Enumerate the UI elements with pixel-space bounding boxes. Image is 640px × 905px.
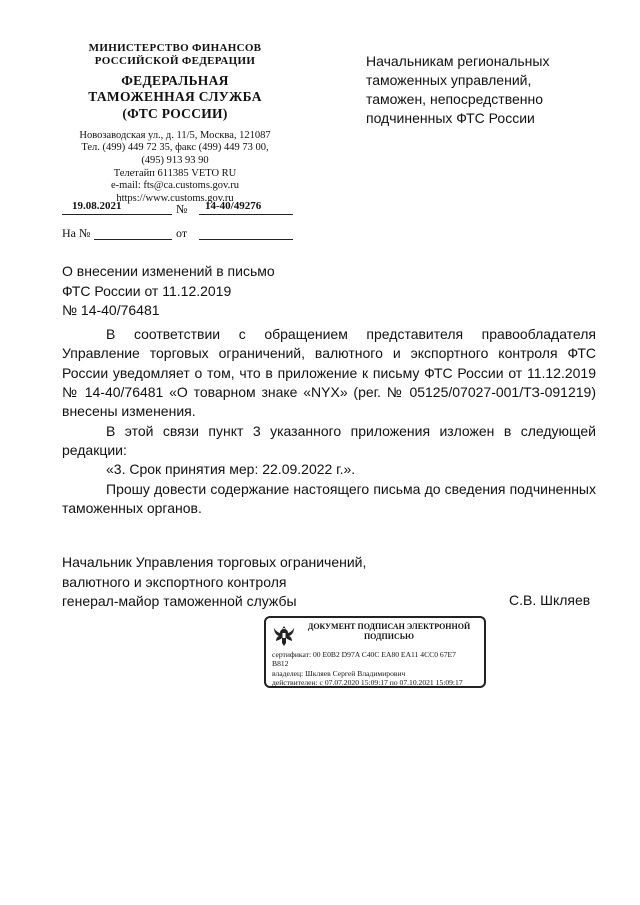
certificate-owner: владелец: Шкляев Сергей Владимирович (272, 668, 406, 678)
ministry-line-1: МИНИСТЕРСТВО ФИНАНСОВ (88, 42, 262, 54)
eagle-emblem-icon (272, 623, 296, 649)
signatory-position (62, 553, 422, 612)
contact-details (55, 130, 295, 206)
reply-label: На № (62, 226, 91, 240)
position-line-3: генерал-майор таможенной службы (62, 593, 297, 610)
website: https://www.customs.gov.ru (116, 192, 234, 204)
agency-name (55, 73, 295, 122)
email: e-mail: fts@ca.customs.gov.ru (111, 180, 239, 192)
body-paragraph-3: Прошу довести содержание настоящего письма до сведения подчиненных таможенных органов. (62, 480, 596, 516)
letter-number: 14-40/49276 (205, 200, 262, 212)
ministry-name (55, 42, 295, 67)
incoming-reference (62, 225, 302, 243)
reply-date-field (199, 225, 293, 240)
stamp-title (298, 622, 480, 641)
addressee-line-2: таможенных управлений, (366, 71, 532, 88)
certificate-validity: действителен: с 07.07.2020 15:09:17 по 07.10.2021 15:09:17 (272, 677, 463, 687)
addressee-line-3: таможен, непосредственно (366, 90, 544, 107)
subject-line-3: № 14-40/76481 (62, 302, 160, 319)
from-label: от (176, 226, 188, 240)
addressee-line-4: подчиненных ФТС России (366, 109, 535, 126)
stamp-details (272, 650, 482, 687)
subject-line-2: ФТС России от 11.12.2019 (62, 282, 232, 299)
letterhead (55, 42, 295, 205)
letter-subject (62, 262, 322, 321)
agency-line-2: ТАМОЖЕННАЯ СЛУЖБА (88, 89, 262, 105)
body-quote: «3. Срок принятия мер: 22.09.2022 г.». (106, 461, 356, 478)
letter-date: 19.08.2021 (72, 200, 122, 212)
agency-line-3: (ФТС РОССИИ) (122, 105, 228, 121)
subject-line-1: О внесении изменений в письмо (62, 263, 275, 279)
addressee-line-1: Начальникам региональных (366, 53, 550, 69)
ministry-line-2: РОССИЙСКОЙ ФЕДЕРАЦИИ (94, 54, 256, 67)
agency-line-1: ФЕДЕРАЛЬНАЯ (121, 73, 229, 89)
addressee (366, 52, 606, 128)
address-line-2: Тел. (499) 449 72 35, факс (499) 449 73 00, (81, 142, 269, 154)
electronic-signature-stamp (264, 616, 486, 688)
position-line-2: валютного и экспортного контроля (62, 573, 287, 590)
signatory-name: С.В. Шкляев (509, 592, 591, 608)
address-line-1: Новозаводская ул., д. 11/5, Москва, 121087 (79, 129, 271, 141)
certificate-line-1: сертификат: 00 E0B2 D97A C40C EA80 EA11 4CC0 67E7 (272, 650, 456, 659)
certificate-line-2: B812 (272, 659, 289, 669)
position-line-1: Начальник Управления торговых ограничений, (62, 554, 367, 570)
teletype: Телетайп 611385 VETO RU (113, 167, 237, 179)
stamp-title-line-2: ПОДПИСЬЮ (363, 631, 415, 641)
number-label: № (176, 202, 188, 216)
body-paragraph-1: В соответствии с обращением представителя правообладателя Управление торговых ограничений, валютного и экспортного контроля ФТС России уведомляет о том, что в приложение к письму ФТС России от 11.12.2019 № 14-40/76481 «О товарном знаке «NYX» (рег. № 05125/07027-001/ТЗ-091219) внесены изменения. (62, 326, 596, 420)
body-paragraph-2: В этой связи пункт 3 указанного приложения изложен в следующей редакции: (62, 422, 596, 458)
address-line-3: (495) 913 93 90 (141, 155, 209, 167)
reply-number-field (94, 225, 172, 240)
letter-body (62, 325, 596, 518)
outgoing-reference (62, 200, 302, 218)
stamp-title-line-1: ДОКУМЕНТ ПОДПИСАН ЭЛЕКТРОННОЙ (307, 622, 471, 631)
